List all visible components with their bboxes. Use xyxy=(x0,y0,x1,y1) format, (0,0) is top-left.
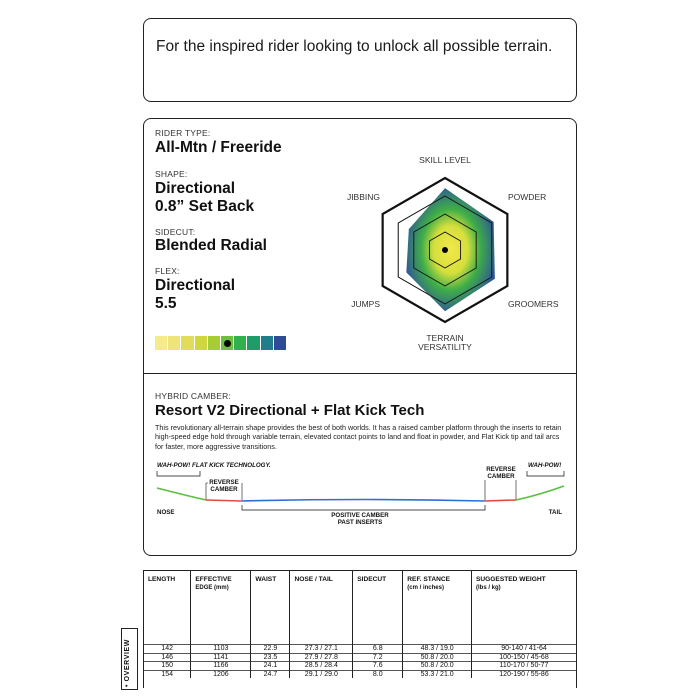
rider-type-value: All-Mtn / Freeride xyxy=(155,139,282,156)
positive-camber-label-1: POSITIVE CAMBER xyxy=(331,512,389,519)
radar-center-dot xyxy=(442,247,448,253)
camber-profile-diagram xyxy=(144,455,576,535)
table-cell: 22.9 xyxy=(251,645,290,654)
axis-label-jibbing: JIBBING xyxy=(346,192,380,202)
table-cell: 1141 xyxy=(191,653,251,662)
flex-scale-segment xyxy=(168,336,181,350)
axis-label-terrain: TERRAIN xyxy=(426,333,464,343)
flex-label: FLEX: xyxy=(155,266,180,276)
table-header-row xyxy=(144,571,576,645)
reverse-camber-left-label-1: REVERSE xyxy=(209,479,239,486)
table-header-cell xyxy=(353,571,403,645)
table-row xyxy=(144,653,576,662)
rider-type-label: RIDER TYPE: xyxy=(155,128,211,138)
table-header-cell xyxy=(472,571,576,645)
tail-label: TAIL xyxy=(548,509,562,516)
flex-value-line2: 5.5 xyxy=(155,295,177,312)
flex-scale-segment xyxy=(261,336,274,350)
flex-scale-segment xyxy=(181,336,194,350)
table-cell: 28.5 / 28.4 xyxy=(290,662,353,671)
table-cell: 24.7 xyxy=(251,670,290,678)
sidecut-label: SIDECUT: xyxy=(155,227,196,237)
shape-value-line2: 0.8” Set Back xyxy=(155,198,255,215)
table-header-cell xyxy=(191,571,251,645)
header-text: NOSE / TAIL xyxy=(294,576,333,583)
table-cell: 7.6 xyxy=(353,662,403,671)
table-cell: 100-150 / 45-68 xyxy=(472,653,576,662)
axis-label-groomers: GROOMERS xyxy=(508,299,559,309)
header-text: SIDECUT xyxy=(357,576,387,583)
nose-label: NOSE xyxy=(157,509,175,516)
table-cell: 48.3 / 19.0 xyxy=(403,645,472,654)
sidecut-value: Blended Radial xyxy=(155,237,267,254)
reverse-camber-right-label-2: CAMBER xyxy=(487,473,515,480)
table-cell: 142 xyxy=(144,645,191,654)
table-cell: 90-140 / 41-64 xyxy=(472,645,576,654)
table-cell: 7.2 xyxy=(353,653,403,662)
table-cell: 23.5 xyxy=(251,653,290,662)
table-header-cell xyxy=(290,571,353,645)
table-cell: 6.8 xyxy=(353,645,403,654)
camber-label: HYBRID CAMBER: xyxy=(155,391,232,401)
table-cell: 53.3 / 21.0 xyxy=(403,670,472,678)
table-cell: 1206 xyxy=(191,670,251,678)
specs-panel xyxy=(143,118,577,556)
table-cell: 150 xyxy=(144,662,191,671)
radar-value-shape xyxy=(406,188,495,311)
header-text: SUGGESTED WEIGHT xyxy=(476,576,546,583)
overview-tab[interactable] xyxy=(121,628,138,690)
reverse-camber-left-label-2: CAMBER xyxy=(210,486,238,493)
reverse-camber-right-label-1: REVERSE xyxy=(486,466,516,473)
section-divider xyxy=(144,373,576,374)
header-text: EFFECTIVE xyxy=(195,576,232,583)
camber-description: This revolutionary all-terrain shape provides the best of both worlds. It has a raised camber platform through the inserts to retain high-speed edge hold through variable terrain, elevated contact points to land and float in powder, and Flat Kick tip and tail arcs for faster, more aggressive transitions. xyxy=(155,423,562,451)
tagline-panel xyxy=(143,18,577,102)
size-spec-table xyxy=(143,570,577,688)
positive-camber-label-2: PAST INSERTS xyxy=(337,519,383,526)
table-cell: 27.9 / 27.8 xyxy=(290,653,353,662)
table-cell: 1103 xyxy=(191,645,251,654)
flex-scale-segment xyxy=(274,336,287,350)
header-text: REF. STANCE xyxy=(407,576,451,583)
flex-scale-segment xyxy=(247,336,260,350)
header-text: (lbs / kg) xyxy=(476,585,501,591)
wah-pow-right-label: WAH-POW! xyxy=(528,462,562,469)
table-cell: 110-170 / 50-77 xyxy=(472,662,576,671)
table-cell: 1166 xyxy=(191,662,251,671)
overview-tab-label: • OVERVIEW xyxy=(124,639,131,687)
header-text: LENGTH xyxy=(148,576,176,583)
flex-scale-segment xyxy=(208,336,221,350)
flex-scale-bar xyxy=(155,336,287,350)
table-cell: 146 xyxy=(144,653,191,662)
header-text: EDGE (mm) xyxy=(195,585,229,591)
axis-label-jumps: JUMPS xyxy=(351,299,380,309)
table-row xyxy=(144,645,576,654)
flex-scale-segment xyxy=(195,336,208,350)
axis-label-skill-level: SKILL LEVEL xyxy=(419,155,471,165)
header-text: (cm / inches) xyxy=(407,585,444,591)
table-cell: 154 xyxy=(144,670,191,678)
table-cell: 8.0 xyxy=(353,670,403,678)
header-text: WAIST xyxy=(255,576,277,583)
flat-kick-tech-label: WAH-POW! FLAT KICK TECHNOLOGY. xyxy=(157,462,271,469)
flex-value-line1: Directional xyxy=(155,277,236,294)
table-cell: 29.1 / 29.0 xyxy=(290,670,353,678)
table-cell: 120-190 / 55-86 xyxy=(472,670,576,678)
table-header-cell xyxy=(403,571,472,645)
table-cell: 24.1 xyxy=(251,662,290,671)
table-header-cell xyxy=(251,571,290,645)
table-row xyxy=(144,662,576,671)
axis-label-versatility: VERSATILITY xyxy=(418,342,472,352)
axis-label-powder: POWDER xyxy=(508,192,547,202)
rider-radar-chart xyxy=(330,135,570,352)
table-cell: 50.8 / 20.0 xyxy=(403,662,472,671)
shape-label: SHAPE: xyxy=(155,169,188,179)
table-row xyxy=(144,670,576,678)
table-cell: 50.8 / 20.0 xyxy=(403,653,472,662)
camber-title: Resort V2 Directional + Flat Kick Tech xyxy=(155,402,425,419)
tagline-text: For the inspired rider looking to unlock all possible terrain. xyxy=(156,38,553,55)
flex-scale-segment xyxy=(155,336,168,350)
shape-value-line1: Directional xyxy=(155,180,236,197)
table-header-cell xyxy=(144,571,191,645)
flex-scale-segment xyxy=(234,336,247,350)
table-body xyxy=(144,645,576,679)
table-cell: 27.3 / 27.1 xyxy=(290,645,353,654)
